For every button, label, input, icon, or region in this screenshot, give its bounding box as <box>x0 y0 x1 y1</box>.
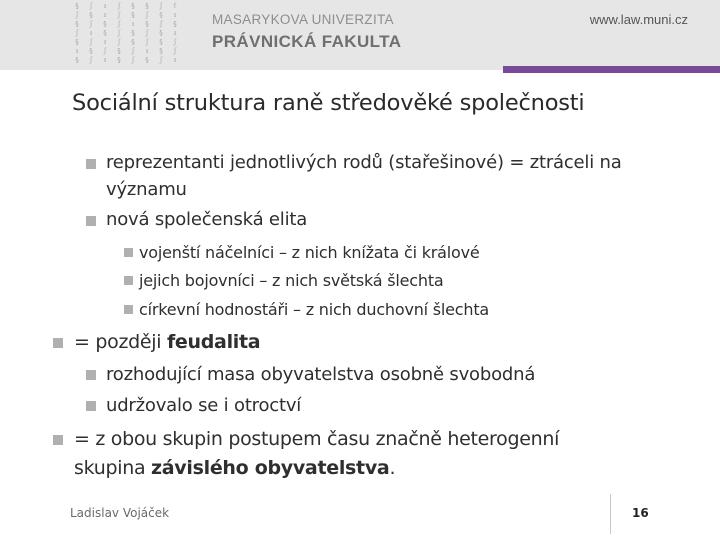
logo-glyph: ʃ <box>116 11 122 19</box>
bullet-text: = z obou skupin postupem času značně heterogenní <box>74 428 560 450</box>
logo-glyph: § <box>130 2 136 10</box>
bullet-square <box>86 159 96 169</box>
bullet-text-continuation: významu <box>106 179 187 200</box>
logo-glyph: ↕ <box>102 11 108 19</box>
logo-glyph: ʃ <box>130 56 136 64</box>
logo-glyph: ʃ <box>74 11 80 19</box>
footer-author: Ladislav Vojáček <box>70 506 170 520</box>
logo-glyph: ʃ <box>102 47 108 55</box>
bullet-text-plain: skupina <box>74 457 152 479</box>
bullet-text-bold: feudalita <box>166 331 261 353</box>
logo-glyph: § <box>74 20 80 28</box>
bullet-text: udržovalo se i otroctví <box>106 395 302 416</box>
header-band <box>0 0 720 70</box>
logo-glyph: ʃ <box>116 20 122 28</box>
logo-glyph: § <box>172 20 178 28</box>
logo-glyph: ʃ <box>144 11 150 19</box>
logo-glyph: ↕ <box>130 20 136 28</box>
logo-glyph: ʃ <box>88 2 94 10</box>
logo-glyph: § <box>102 20 108 28</box>
logo-glyph: § <box>144 2 150 10</box>
logo-glyph: ↕ <box>88 29 94 37</box>
footer-divider <box>610 494 611 534</box>
bullet-text: reprezentanti jednotlivých rodů (stařešinové) = ztráceli na <box>106 152 622 173</box>
logo-glyph: § <box>116 56 122 64</box>
bullet-square <box>53 435 63 445</box>
bullet-text-continuation <box>74 457 395 479</box>
slide-title: Sociální struktura raně středověké společnosti <box>72 90 585 116</box>
logo-glyph: ʃ <box>144 38 150 46</box>
faculty-logo-pattern <box>70 2 182 66</box>
sub-bullet-square <box>124 276 133 285</box>
bullet-square <box>86 216 96 226</box>
logo-glyph: ʃ <box>116 38 122 46</box>
page-number: 16 <box>632 506 649 520</box>
logo-glyph: ʃ <box>144 29 150 37</box>
logo-glyph: ʃ <box>88 38 94 46</box>
logo-glyph: ʃ <box>116 29 122 37</box>
logo-glyph: ↕ <box>102 38 108 46</box>
logo-glyph: ↕ <box>172 29 178 37</box>
logo-glyph: § <box>158 11 164 19</box>
logo-glyph: § <box>74 56 80 64</box>
logo-glyph: § <box>130 38 136 46</box>
logo-glyph: § <box>158 38 164 46</box>
bullet-text-plain: . <box>389 457 396 479</box>
logo-glyph: § <box>144 56 150 64</box>
logo-glyph: ʃ <box>158 56 164 64</box>
logo-glyph: § <box>102 29 108 37</box>
logo-glyph: ↕ <box>172 56 178 64</box>
logo-glyph: ʃ <box>116 2 122 10</box>
logo-glyph: ʃ <box>172 47 178 55</box>
bullet-text <box>74 331 260 353</box>
logo-glyph: ʃ <box>88 56 94 64</box>
logo-glyph: § <box>158 47 164 55</box>
sub-bullet-text: vojenští náčelníci – z nich knížata či králové <box>139 243 480 262</box>
logo-glyph: ʃ <box>88 20 94 28</box>
logo-glyph: § <box>88 11 94 19</box>
logo-glyph: ↕ <box>172 11 178 19</box>
logo-glyph: ↕ <box>74 47 80 55</box>
logo-glyph: § <box>130 29 136 37</box>
website-url: www.law.muni.cz <box>589 12 688 27</box>
sub-bullet-text: církevní hodnostáři – z nich duchovní šlechta <box>139 300 490 319</box>
logo-glyph: ʃ <box>74 29 80 37</box>
bullet-text: nová společenská elita <box>106 209 308 230</box>
logo-glyph: ʃ <box>158 2 164 10</box>
logo-glyph: ↕ <box>102 56 108 64</box>
sub-bullet-text: jejich bojovníci – z nich světská šlechta <box>139 271 444 290</box>
accent-bar <box>503 66 720 73</box>
logo-glyph: § <box>74 2 80 10</box>
logo-glyph: ʃ <box>130 47 136 55</box>
bullet-square <box>86 401 96 411</box>
sub-bullet-square <box>124 248 133 257</box>
logo-glyph: § <box>130 11 136 19</box>
logo-glyph: § <box>88 47 94 55</box>
bullet-square <box>86 370 96 380</box>
logo-glyph: § <box>144 20 150 28</box>
bullet-square <box>53 338 63 348</box>
bullet-text-plain: = později <box>74 331 167 353</box>
logo-glyph: ʃ <box>158 20 164 28</box>
logo-glyph: § <box>116 47 122 55</box>
sub-bullet-square <box>124 305 133 314</box>
bullet-text: rozhodující masa obyvatelstva osobně svobodná <box>106 364 536 385</box>
logo-glyph: ʃ <box>172 38 178 46</box>
logo-glyph: § <box>158 29 164 37</box>
logo-glyph: ſ <box>172 2 178 10</box>
logo-glyph: ↕ <box>102 2 108 10</box>
faculty-name: PRÁVNICKÁ FAKULTA <box>212 32 402 51</box>
logo-glyph: ↕ <box>144 47 150 55</box>
logo-glyph: § <box>74 38 80 46</box>
bullet-text-bold: závislého obyvatelstva <box>151 457 390 479</box>
university-name: MASARYKOVA UNIVERZITA <box>212 12 394 27</box>
